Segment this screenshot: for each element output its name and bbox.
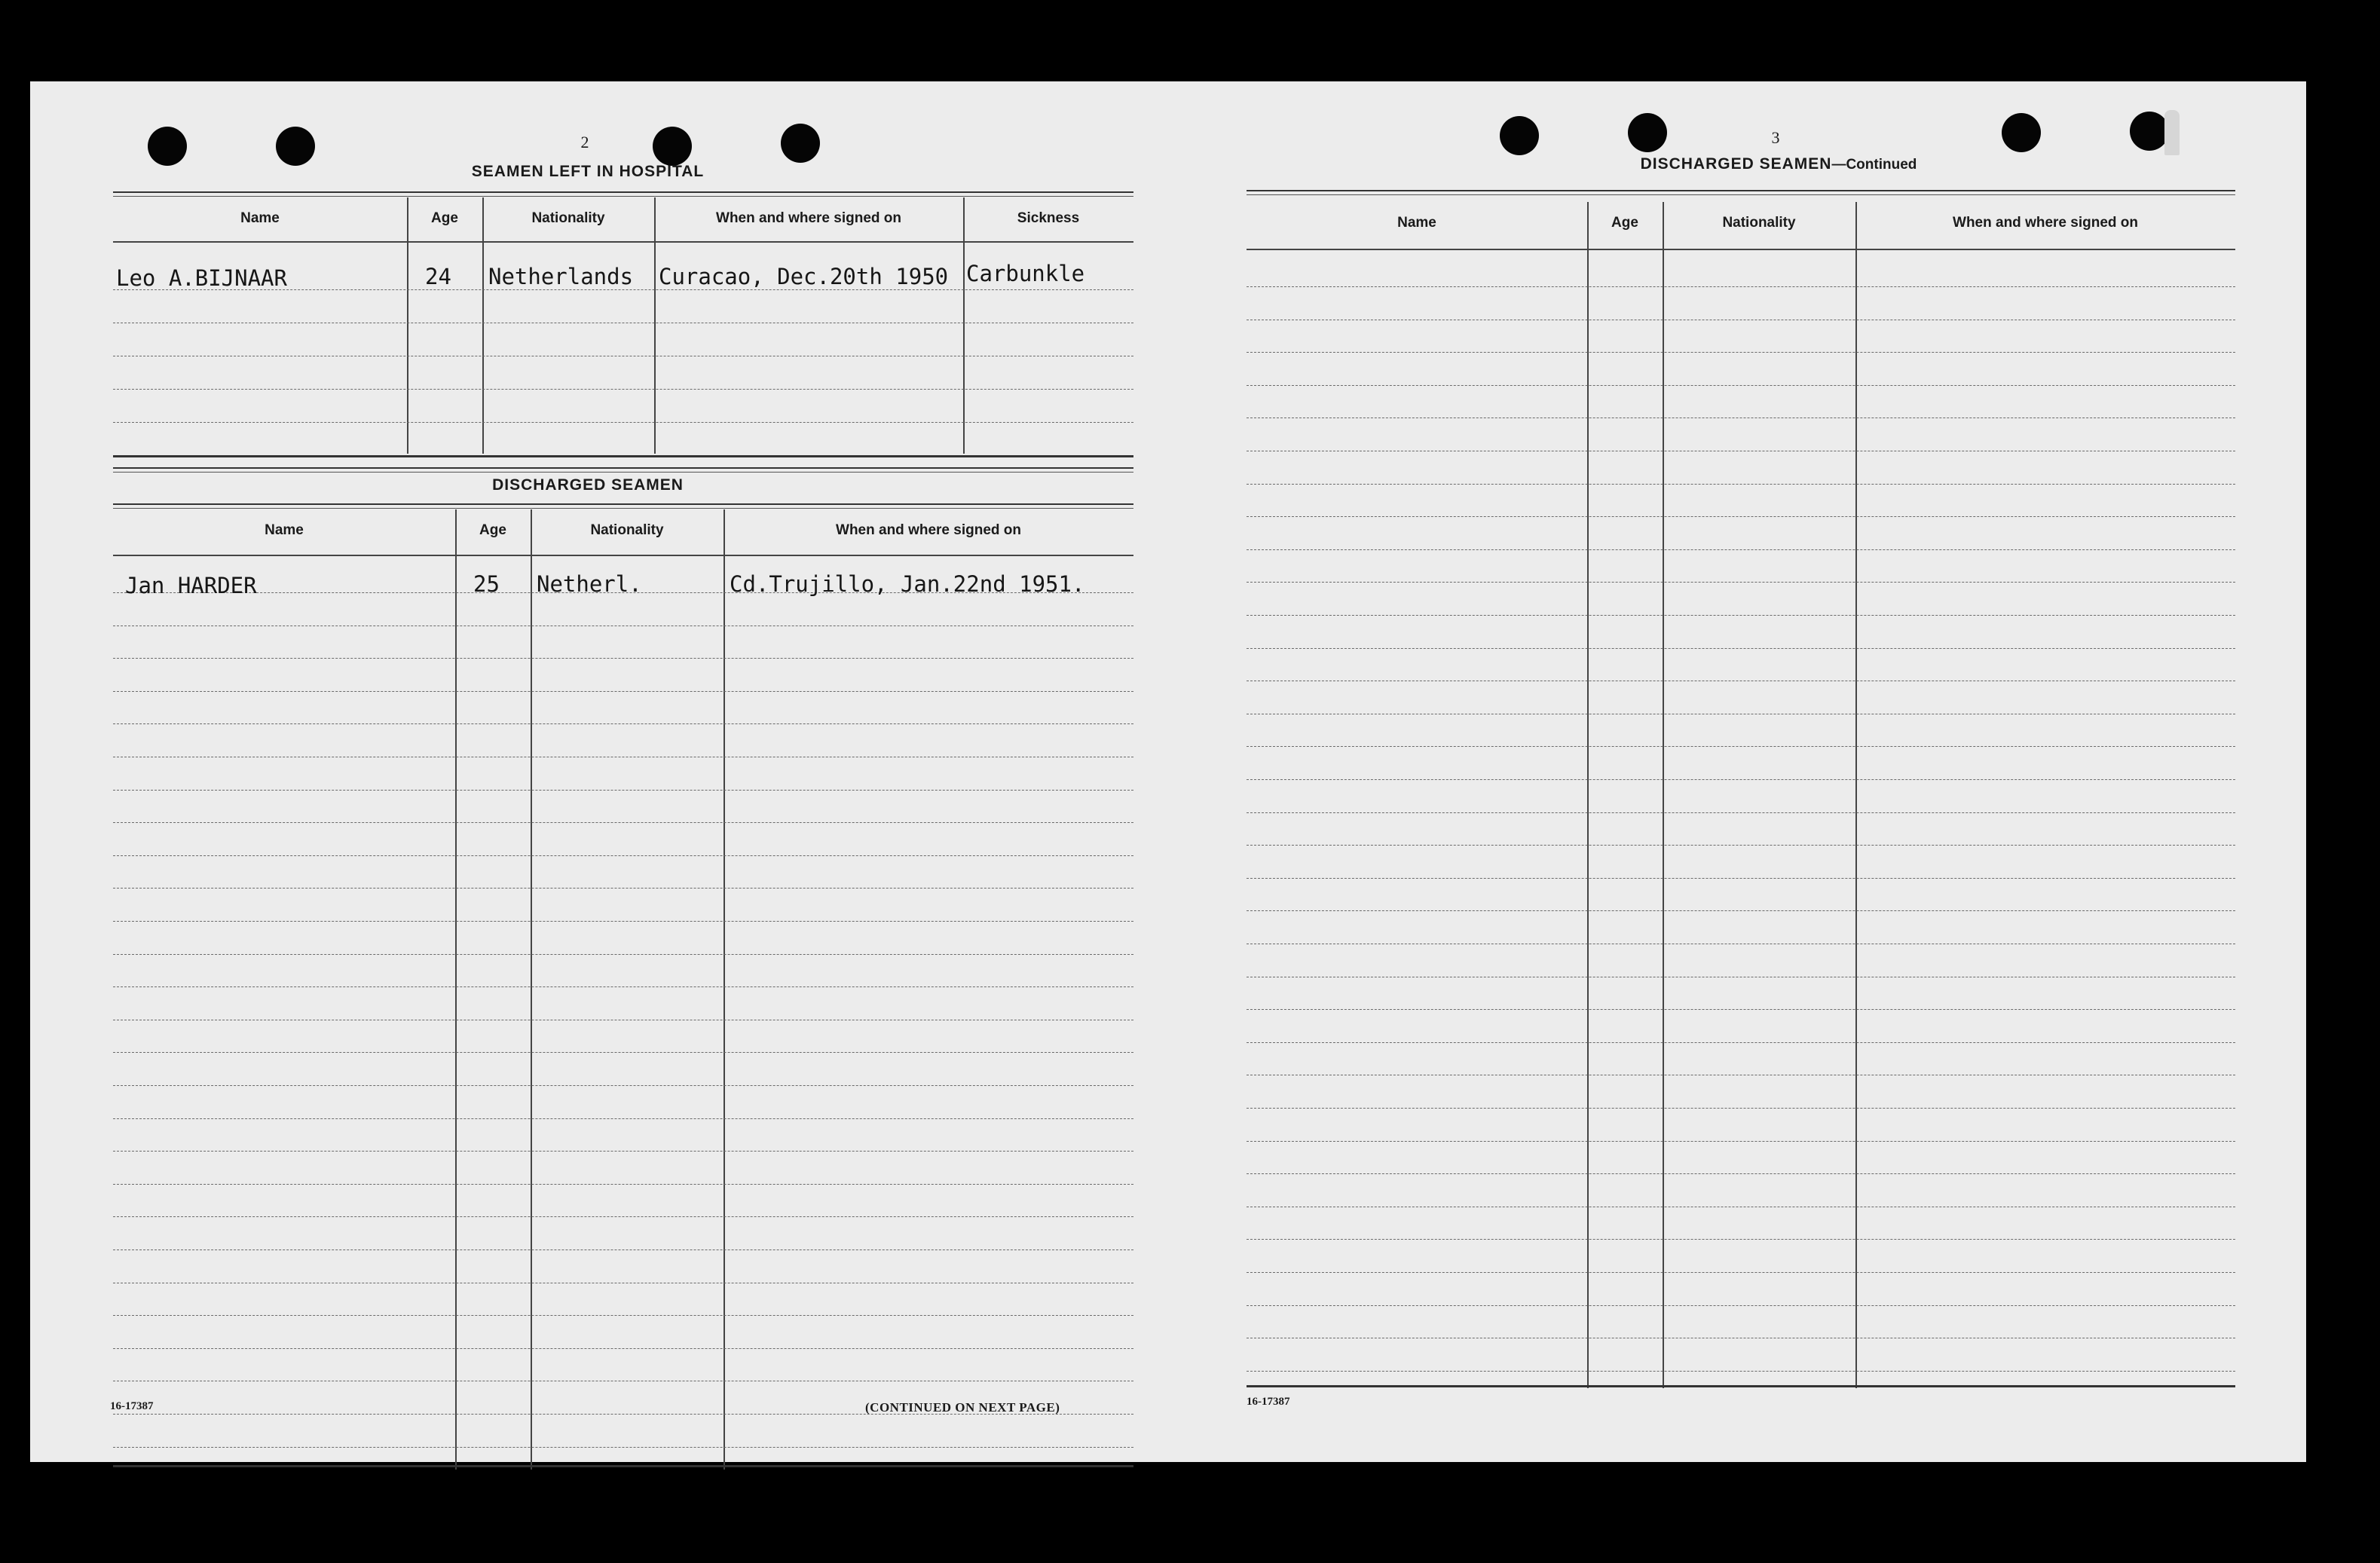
- form-code: 16-17387: [110, 1400, 154, 1412]
- discharged-entry-signed-on: Cd.Trujillo, Jan.22nd 1951.: [730, 571, 1085, 597]
- row-rule: [113, 921, 1133, 922]
- page-number: 3: [1771, 128, 1780, 147]
- row-rule: [1247, 1108, 2235, 1109]
- row-rule: [113, 389, 1133, 390]
- column-header-sickness: Sickness: [1017, 210, 1080, 226]
- row-rule: [113, 422, 1133, 423]
- column-header-signed-on: When and where signed on: [836, 522, 1021, 538]
- row-rule: [1247, 1173, 2235, 1174]
- section-rule: [1247, 190, 2235, 195]
- row-rule: [113, 1216, 1133, 1217]
- continued-note: (CONTINUED ON NEXT PAGE): [865, 1400, 1060, 1415]
- row-rule: [1247, 615, 2235, 616]
- table-bottom-rule: [113, 455, 1133, 457]
- row-rule: [1247, 385, 2235, 386]
- row-rule: [1247, 779, 2235, 780]
- column-header-signed-on: When and where signed on: [716, 210, 901, 226]
- page-number: 2: [580, 133, 589, 151]
- hospital-entry-signed-on: Curacao, Dec.20th 1950: [659, 264, 949, 289]
- header-rule: [113, 241, 1133, 243]
- row-rule: [1247, 1272, 2235, 1273]
- column-header-age: Age: [431, 210, 458, 226]
- row-rule: [113, 1118, 1133, 1119]
- row-rule: [113, 855, 1133, 856]
- hospital-section-title: SEAMEN LEFT IN HOSPITAL: [471, 163, 705, 180]
- discharged-entry-name: Jan HARDER: [125, 573, 257, 598]
- row-rule: [113, 691, 1133, 692]
- row-rule: [1247, 910, 2235, 911]
- column-header-nationality: Nationality: [590, 522, 664, 538]
- table-bottom-rule: [1247, 1385, 2235, 1387]
- column-header-name: Name: [265, 522, 304, 538]
- row-rule: [1247, 1009, 2235, 1010]
- hospital-entry-nationality: Netherlands: [488, 264, 634, 289]
- document-sheet: [30, 81, 2306, 1462]
- section-rule: [113, 191, 1133, 197]
- row-rule: [1247, 582, 2235, 583]
- row-rule: [113, 1249, 1133, 1250]
- row-rule: [113, 986, 1133, 987]
- row-rule: [113, 1184, 1133, 1185]
- discharged-continued-title: DISCHARGED SEAMEN—Continued: [1640, 155, 1917, 173]
- row-rule: [113, 1315, 1133, 1316]
- table-bottom-rule: [113, 1465, 1133, 1467]
- row-rule: [113, 790, 1133, 791]
- discharged-continued-table: [1247, 202, 2235, 1476]
- right-page: [1161, 81, 2306, 1462]
- row-rule: [1247, 812, 2235, 813]
- row-rule: [113, 723, 1133, 724]
- row-rule: [113, 888, 1133, 889]
- row-rule: [113, 1348, 1133, 1349]
- discharged-entry-nationality: Netherl.: [537, 571, 642, 597]
- row-rule: [1247, 286, 2235, 287]
- hospital-table: [113, 197, 1133, 461]
- row-rule: [1247, 549, 2235, 550]
- column-divider: [1855, 202, 1857, 1388]
- row-rule: [1247, 746, 2235, 747]
- row-rule: [113, 1151, 1133, 1152]
- discharged-table: [113, 509, 1133, 1482]
- row-rule: [1247, 516, 2235, 517]
- row-rule: [1247, 878, 2235, 879]
- column-header-nationality: Nationality: [531, 210, 605, 226]
- column-divider: [455, 509, 457, 1470]
- column-header-age: Age: [1611, 215, 1638, 231]
- hospital-entry-sickness: Carbunkle: [966, 261, 1085, 286]
- row-rule: [1247, 1239, 2235, 1240]
- row-rule: [113, 1052, 1133, 1053]
- column-header-name: Name: [240, 210, 280, 226]
- column-divider: [482, 197, 484, 454]
- left-page: [30, 81, 1161, 1462]
- discharged-section-title: DISCHARGED SEAMEN: [492, 476, 684, 494]
- row-rule: [113, 954, 1133, 955]
- header-rule: [113, 555, 1133, 556]
- header-rule: [1247, 249, 2235, 250]
- column-divider: [531, 509, 532, 1470]
- section-rule: [113, 467, 1133, 473]
- row-rule: [1247, 484, 2235, 485]
- column-divider: [723, 509, 725, 1470]
- column-divider: [1663, 202, 1664, 1388]
- column-divider: [963, 197, 965, 454]
- row-rule: [113, 822, 1133, 823]
- column-header-age: Age: [479, 522, 506, 538]
- form-code: 16-17387: [1247, 1396, 1290, 1408]
- hospital-entry-age: 24: [425, 264, 451, 289]
- row-rule: [1247, 1141, 2235, 1142]
- column-divider: [407, 197, 408, 454]
- row-rule: [1247, 845, 2235, 846]
- column-divider: [654, 197, 656, 454]
- row-rule: [1247, 1305, 2235, 1306]
- column-header-name: Name: [1397, 215, 1436, 231]
- hospital-entry-name: Leo A.BIJNAAR: [116, 265, 287, 291]
- column-divider: [1587, 202, 1589, 1388]
- section-rule: [113, 503, 1133, 509]
- row-rule: [113, 1085, 1133, 1086]
- row-rule: [1247, 1042, 2235, 1043]
- discharged-entry-age: 25: [473, 571, 500, 597]
- row-rule: [1247, 648, 2235, 649]
- row-rule: [1247, 352, 2235, 353]
- row-rule: [113, 1447, 1133, 1448]
- column-header-signed-on: When and where signed on: [1953, 215, 2138, 231]
- column-header-nationality: Nationality: [1722, 215, 1796, 231]
- row-rule: [113, 658, 1133, 659]
- row-rule: [1247, 1371, 2235, 1372]
